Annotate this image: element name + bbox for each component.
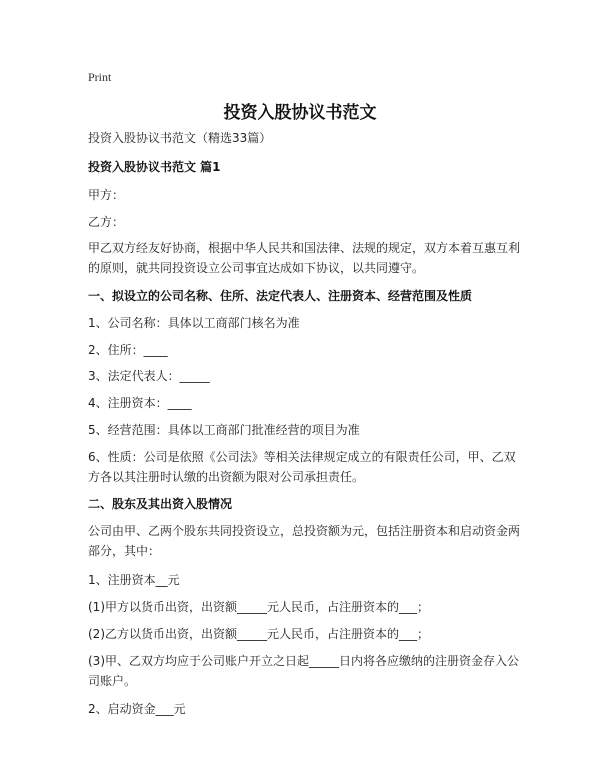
paragraph-line: 1、注册资本__元	[88, 573, 180, 587]
paragraph-line: 2、住所：____	[88, 343, 168, 357]
paragraph-line: 司账户。	[88, 674, 137, 688]
paragraph-line: 2、启动资金___元	[88, 702, 186, 716]
paragraph-line: 6、性质：公司是依照《公司法》等相关法律规定成立的有限责任公司，甲、乙双	[88, 450, 516, 464]
paragraph-line: 4、注册资本：____	[88, 396, 192, 410]
paragraph-line: 5、经营范围：具体以工商部门批准经营的项目为准	[88, 423, 360, 437]
paragraph-line: 3、法定代表人：_____	[88, 369, 210, 383]
clause-heading: 二、股东及其出资入股情况	[88, 497, 233, 511]
party-b-line: 乙方：	[88, 215, 125, 229]
subtitle: 投资入股协议书范文（精选33篇）	[88, 131, 272, 145]
print-link[interactable]: Print	[88, 70, 112, 84]
clause-heading: 一、拟设立的公司名称、住所、法定代表人、注册资本、经营范围及性质	[88, 289, 473, 303]
paragraph-line: (3)甲、乙双方均应于公司账户开立之日起_____日内将各应缴纳的注册资金存入公	[88, 654, 520, 668]
paragraph-line: 1、公司名称：具体以工商部门核名为准	[88, 316, 300, 330]
document-title: 投资入股协议书范文	[223, 103, 377, 123]
paragraph-line: 的原则，就共同投资设立公司事宜达成如下协议，以共同遵守。	[88, 261, 425, 275]
paragraph-line: (2)乙方以货币出资，出资额_____元人民币，占注册资本的___；	[88, 627, 430, 641]
paragraph-line: 公司由甲、乙两个股东共同投资设立，总投资额为元，包括注册资本和启动资金两	[88, 524, 521, 538]
paragraph-line: 部分，其中：	[88, 544, 161, 558]
paragraph-line: 方各以其注册时认缴的出资额为限对公司承担责任。	[88, 470, 365, 484]
paragraph-line: 甲乙双方经友好协商，根据中华人民共和国法律、法规的规定，双方本着互惠互利	[88, 241, 521, 255]
party-a-line: 甲方：	[88, 188, 125, 202]
section-heading: 投资入股协议书范文 篇1	[88, 160, 221, 174]
paragraph-line: (1)甲方以货币出资，出资额_____元人民币，占注册资本的___；	[88, 600, 430, 614]
